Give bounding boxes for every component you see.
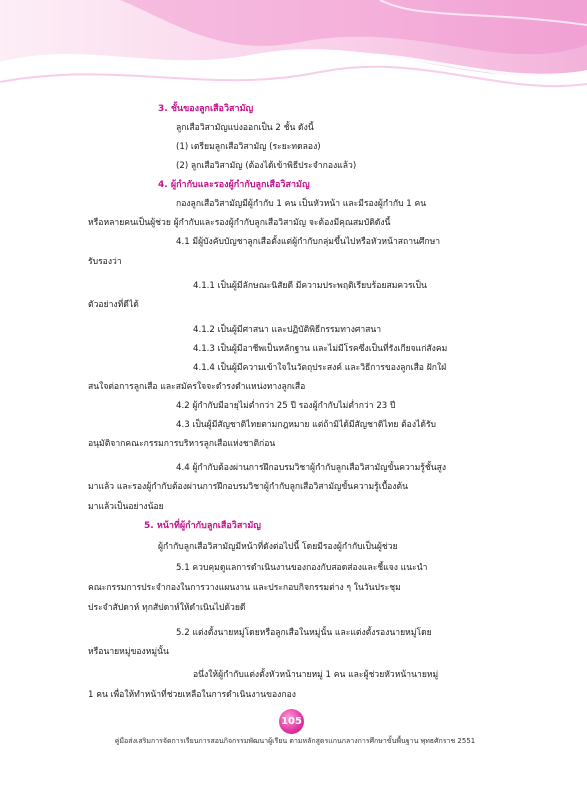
section-3-heading: 3. ชั้นของลูกเสือวิสามัญ <box>158 104 254 114</box>
page-footer: คู่มือส่งเสริมการจัดการเรียนการสอนกิจกรรมพัฒนาผู้เรียน ตามหลักสูตรแกนกลางการศึกษาขั้นพื้นฐาน พุทธศักราช 2551 <box>114 737 476 745</box>
paragraph-line: 4.3 เป็นผู้มีสัญชาติไทยตามกฎหมาย แต่ถ้ามิได้มีสัญชาติไทย ต้องได้รับ <box>176 420 437 430</box>
paragraph-line: ลูกเสือวิสามัญแบ่งออกเป็น 2 ชั้น ดังนี้ <box>176 123 314 133</box>
paragraph-line: 5.2 แต่งตั้งนายหมู่โดยหรือลูกเสือในหมู่นั้น และแต่งตั้งรองนายหมู่โดย <box>176 628 432 638</box>
paragraph-line: 4.1 มีผู้บังคับบัญชาลูกเสือตั้งแต่ผู้กำกับกลุ่มขึ้นไปหรือหัวหน้าสถานศึกษา <box>176 237 441 247</box>
page-number-badge: 105 <box>279 709 304 734</box>
paragraph-line: คณะกรรมการประจำกองในการวางแผนงาน และประกอบกิจกรรมต่าง ๆ ในวันประชุม <box>88 583 401 593</box>
paragraph-line: อนึ่งให้ผู้กำกับแต่งตั้งหัวหน้านายหมู่ 1 คน และผู้ช่วยหัวหน้านายหมู่ <box>193 670 439 680</box>
paragraph-line: สนใจต่อการลูกเสือ และสมัครใจจะดำรงตำแหน่งทางลูกเสือ <box>88 382 306 392</box>
paragraph-line: ผู้กำกับลูกเสือวิสามัญมีหน้าที่ดังต่อไปนี้ โดยมีรองผู้กำกับเป็นผู้ช่วย <box>158 542 398 552</box>
paragraph-line: หรือนายหมู่ของหมู่นั้น <box>88 647 169 657</box>
paragraph-line: มาแล้วเป็นอย่างน้อย <box>88 502 164 512</box>
paragraph-line: 4.4 ผู้กำกับต้องผ่านการฝึกอบรมวิชาผู้กำกับลูกเสือวิสามัญขั้นความรู้ชั้นสูง <box>176 463 447 473</box>
paragraph-line: ตัวอย่างที่ดีได้ <box>88 300 139 310</box>
header-wave-banner <box>0 0 587 95</box>
paragraph-line: 4.1.3 เป็นผู้มีอาชีพเป็นหลักฐาน และไม่มีโรคซึ่งเป็นที่รังเกียจแก่สังคม <box>193 344 448 354</box>
list-item: (2) ลูกเสือวิสามัญ (ต้องได้เข้าพิธีประจำกองแล้ว) <box>176 161 357 171</box>
paragraph-line: อนุมัติจากคณะกรรมการบริหารลูกเสือแห่งชาติก่อน <box>88 439 276 449</box>
paragraph-line: ประจำสัปดาห์ ทุกสัปดาห์ให้ดำเนินไปด้วยดี <box>88 603 246 613</box>
paragraph-line: หรือหลายคนเป็นผู้ช่วย ผู้กำกับและรองผู้กำกับลูกเสือวิสามัญ จะต้องมีคุณสมบัติดังนี้ <box>88 218 391 228</box>
section-5-heading: 5. หน้าที่ผู้กำกับลูกเสือวิสามัญ <box>144 521 261 531</box>
paragraph-line: 4.1.4 เป็นผู้มีความเข้าใจในวัตถุประสงค์ และวิธีการของลูกเสือ ฝักใฝ่ <box>193 363 447 373</box>
paragraph-line: 5.1 ควบคุมดูแลการดำเนินงานของกองกับสอดส่องและชี้แจง แนะนำ <box>176 563 428 573</box>
paragraph-line: 4.2 ผู้กำกับมีอายุไม่ต่ำกว่า 25 ปี รองผู้กำกับไม่ต่ำกว่า 23 ปี <box>176 401 396 411</box>
list-item: (1) เตรียมลูกเสือวิสามัญ (ระยะทดลอง) <box>176 142 321 152</box>
paragraph-line: 1 คน เพื่อให้ทำหน้าที่ช่วยเหลือในการดำเนินงานของกอง <box>88 690 296 700</box>
paragraph-line: มาแล้ว และรองผู้กำกับต้องผ่านการฝึกอบรมวิชาผู้กำกับลูกเสือวิสามัญขั้นความรู้เบื้องต้น <box>88 482 408 492</box>
paragraph-line: กองลูกเสือวิสามัญมีผู้กำกับ 1 คน เป็นหัวหน้า และมีรองผู้กำกับ 1 คน <box>176 199 427 209</box>
paragraph-line: รับรองว่า <box>88 257 122 267</box>
section-4-heading: 4. ผู้กำกับและรองผู้กำกับลูกเสือวิสามัญ <box>158 180 310 190</box>
paragraph-line: 4.1.1 เป็นผู้มีลักษณะนิสัยดี มีความประพฤติเรียบร้อยสมควรเป็น <box>193 281 427 291</box>
paragraph-line: 4.1.2 เป็นผู้มีศาสนา และปฏิบัติพิธีกรรมทางศาสนา <box>193 325 382 335</box>
